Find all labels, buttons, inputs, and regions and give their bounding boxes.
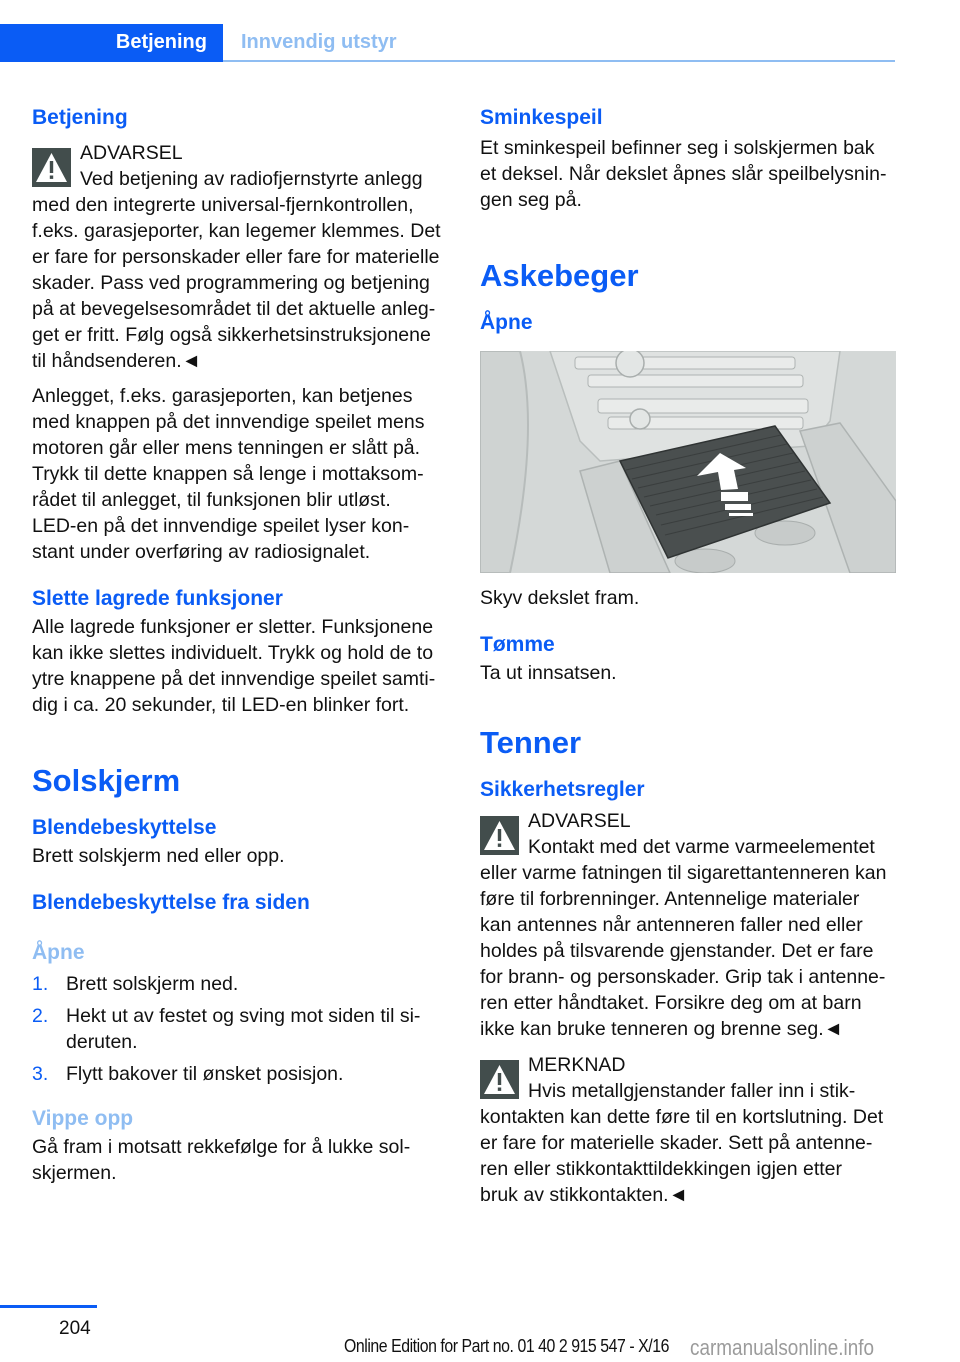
text-line: stant under overføring av radiosignalet. (32, 541, 371, 563)
notice-text-line: kontakten kan dette føre til en kortslutning. Det (480, 1106, 884, 1128)
text-line: Et sminkespeil befinner seg i solskjermen bak (480, 137, 875, 159)
step-number: 3. (32, 1063, 49, 1085)
watermark: carmanualsonline.info (690, 1335, 875, 1360)
warning-text-line: for brann- og personskader. Grip tak i antenne- (480, 966, 886, 988)
notice-text-line: Hvis metallgjenstander faller inn i stik- (528, 1080, 856, 1102)
warning-text-line: ren etter håndtaket. Forsikre deg om at barn (480, 992, 862, 1014)
right-column (480, 100, 896, 1208)
text-line: Gå fram i motsatt rekkefølge for å lukke sol- (32, 1136, 411, 1158)
warning-block-betjening (32, 140, 448, 374)
step-text: Flytt bakover til ønsket posisjon. (66, 1063, 344, 1085)
notice-title: MERKNAD (528, 1054, 626, 1076)
text-line: Trykk til dette knappen så lenge i mottaksom- (32, 463, 424, 485)
figure-caption: Skyv dekslet fram. (480, 587, 640, 609)
text-line: LED-en på det innvendige speilet lyser kon- (32, 515, 410, 537)
warning-text-line: holdes på tilsvarende gjenstander. Det er fare (480, 940, 874, 962)
footer-rule (0, 1305, 97, 1308)
warning-triangle-icon (32, 148, 71, 187)
notice-text-line: bruk av stikkontakten.◄ (480, 1184, 688, 1206)
text-line: kan ikke slettes individuelt. Trykk og hold de to (32, 642, 434, 664)
text-line: Alle lagrede funksjoner er sletter. Funksjonene (32, 616, 434, 638)
warning-text-line: Kontakt med det varme varmeelementet (528, 836, 875, 858)
heading-sikkerhetsregler: Sikkerhetsregler (480, 778, 645, 801)
warning-text-line: skader. Pass ved programmering og betjening (32, 272, 430, 294)
warning-text-line: er fare for personskader eller fare for materielle (32, 246, 440, 268)
heading-blendebeskyttelse-siden: Blendebeskyttelse fra siden (32, 891, 310, 914)
warning-title: ADVARSEL (528, 810, 631, 832)
warning-title: ADVARSEL (80, 142, 183, 164)
notice-text-line: ren eller stikkontakttildekkingen igjen etter (480, 1158, 843, 1180)
paragraph-betjening (32, 383, 448, 565)
warning-text-line: eller varme fatningen til sigarettantenneren kan (480, 862, 887, 884)
text-line: dig i ca. 20 sekunder, til LED-en blinker fort. (32, 694, 410, 716)
heading-apne-solskjerm: Åpne (32, 941, 85, 964)
notice-text-line: er fare for materielle skader. Sett på antenne- (480, 1132, 873, 1154)
notice-block-tenner (480, 1052, 896, 1208)
warning-text-line: med den integrerte universal-fjernkontrollen, (32, 194, 414, 216)
paragraph-sminkespeil (480, 135, 896, 213)
page-number: 204 (59, 1318, 91, 1339)
warning-text-line: på at bevegelsesområdet til det aktuelle anleg- (32, 298, 436, 320)
heading-askebeger: Askebeger (480, 258, 639, 293)
text-line: skjermen. (32, 1162, 117, 1184)
header-rule (223, 60, 895, 62)
list-item (32, 1061, 448, 1087)
heading-betjening: Betjening (32, 106, 128, 129)
warning-text-line: til håndsenderen.◄ (32, 350, 201, 372)
text-line: ytre knappene på det innvendige speilet samti- (32, 668, 436, 690)
heading-sminkespeil: Sminkespeil (480, 106, 603, 129)
paragraph-slette (32, 614, 448, 718)
ashtray-cover-illustration (480, 351, 896, 573)
heading-vippe-opp: Vippe opp (32, 1107, 134, 1130)
warning-block-tenner (480, 808, 896, 1042)
warning-triangle-icon (480, 1060, 519, 1099)
text-line: med knappen på det innvendige speilet mens (32, 411, 425, 433)
heading-tomme: Tømme (480, 633, 555, 656)
text-line: motoren går eller mens tenningen er slått på. (32, 437, 421, 459)
warning-text-line: Ved betjening av radiofjernstyrte anlegg (80, 168, 423, 190)
warning-text-line: kan antennes når antenneren faller ned eller (480, 914, 863, 936)
warning-triangle-icon (480, 816, 519, 855)
steps-list (32, 971, 448, 1087)
text-line: Anlegget, f.eks. garasjeporten, kan betjenes (32, 385, 413, 407)
heading-apne-askebeger: Åpne (480, 311, 533, 334)
header-chapter-tab (0, 24, 223, 62)
text-line: rådet til anlegget, til funksjonen blir utløst. (32, 489, 391, 511)
list-item (32, 971, 448, 997)
step-text: deruten. (66, 1031, 138, 1053)
paragraph-vippe-opp (32, 1134, 448, 1186)
heading-slette: Slette lagrede funksjoner (32, 587, 283, 610)
edition-text: Online Edition for Part no. 01 40 2 915 547 - X/16 (344, 1336, 669, 1356)
running-header (0, 24, 895, 62)
step-text: Hekt ut av festet og sving mot siden til si- (66, 1005, 421, 1027)
header-chapter-label: Betjening (115, 31, 207, 53)
step-number: 1. (32, 973, 49, 995)
step-number: 2. (32, 1005, 49, 1027)
text-line: gen seg på. (480, 189, 582, 211)
warning-text-line: føre til forbrenninger. Antennelige materialer (480, 888, 860, 910)
step-text: Brett solskjerm ned. (66, 973, 239, 995)
paragraph-tomme: Ta ut innsatsen. (480, 662, 617, 684)
text-line: et deksel. Når dekslet åpnes slår speilbelysnin- (480, 163, 887, 185)
paragraph-blendebeskyttelse: Brett solskjerm ned eller opp. (32, 845, 285, 867)
left-column (32, 100, 448, 1186)
warning-text-line: ikke kan bruke tenneren og brenne seg.◄ (480, 1018, 843, 1040)
warning-text-line: f.eks. garasjeporter, kan legemer klemmes. Det (32, 220, 441, 242)
heading-solskjerm: Solskjerm (32, 763, 181, 798)
header-section-label: Innvendig utstyr (241, 31, 397, 53)
heading-tenner: Tenner (480, 725, 582, 760)
list-item (32, 1003, 448, 1055)
heading-blendebeskyttelse: Blendebeskyttelse (32, 816, 217, 839)
warning-text-line: get er fritt. Følg også sikkerhetsinstruksjonene (32, 324, 431, 346)
